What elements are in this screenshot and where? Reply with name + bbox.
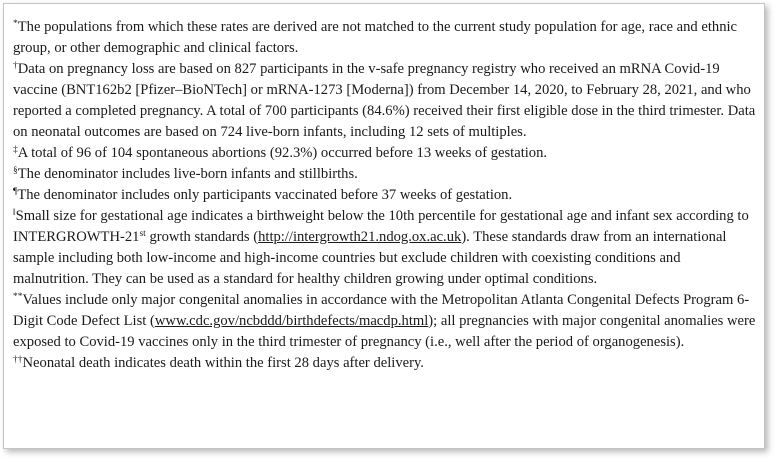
footnote-section [13,164,757,185]
footnote-double-asterisk [13,290,757,353]
footnote-text-before: Small size for gestational age indicates a birthweight below the 10th percentile for gestational age and infant sex according to INTERGROWTH-21 [13,208,749,245]
footnote-parallel [13,206,757,290]
footnote-text: The denominator includes live-born infants and stillbirths. [17,166,358,182]
footnote-text-after: ). These standards draw from an international sample including both low-income and high-income countries but exclude children with coexisting conditions and malnutrition. They can be used as a standard for healthy children growing under optimal conditions. [13,229,727,287]
ordinal-superscript: st [139,229,146,239]
intergrowth-link[interactable]: http://intergrowth21.ndog.ox.ac.uk [258,229,462,245]
footnote-dagger [13,59,757,143]
footnote-text: The denominator includes only participants vaccinated before 37 weeks of gestation. [17,187,513,203]
footnote-mark: †† [13,355,23,365]
footnote-text-after: ); all pregnancies with major congenital anomalies were exposed to Covid-19 vaccines only in the third trimester of pregnancy (i.e., well after the period of organogenesis). [13,313,756,350]
footnote-mark: † [13,61,18,71]
footnote-text: Data on pregnancy loss are based on 827 participants in the v-safe pregnancy registry who received an mRNA Covid-19 vaccine (BNT162b2 [Pfizer–BioNTech] or mRNA-1273 [Moderna]) from December 14, 2020, to February 28, 2021, and who reported a completed pregnancy. A total of 700 participants (84.6%) received their first eligible dose in the third trimester. Data on neonatal outcomes are based on 724 live-born infants, including 12 sets of multiples. [13,61,756,140]
footnote-text: A total of 96 of 104 spontaneous abortions (92.3%) occurred before 13 weeks of gestation. [17,145,548,161]
footnote-double-dagger-2 [13,353,757,374]
footnote-mark: * [13,19,18,29]
footnote-text: Neonatal death indicates death within the first 28 days after delivery. [22,355,424,371]
footnote-mark: ** [13,292,23,302]
footnotes-list [13,17,757,374]
footnote-asterisk [13,17,757,59]
footnote-text-before: Values include only major congenital anomalies in accordance with the Metropolitan Atlanta Congenital Defects Program 6-Digit Code Defect List ( [13,292,750,329]
footnotes-panel [3,3,765,449]
footnote-mark: ‖ [13,208,16,218]
footnote-mark: ¶ [13,187,18,197]
footnote-pilcrow [13,185,757,206]
footnote-double-dagger [13,143,757,164]
footnote-text-mid: growth standards ( [145,229,259,245]
footnote-mark: § [13,166,18,176]
cdc-macdp-link[interactable]: www.cdc.gov/ncbddd/birthdefects/macdp.html [154,313,429,329]
footnote-text: The populations from which these rates are derived are not matched to the current study population for age, race and ethnic group, or other demographic and clinical factors. [13,19,738,56]
footnote-mark: ‡ [13,145,18,155]
